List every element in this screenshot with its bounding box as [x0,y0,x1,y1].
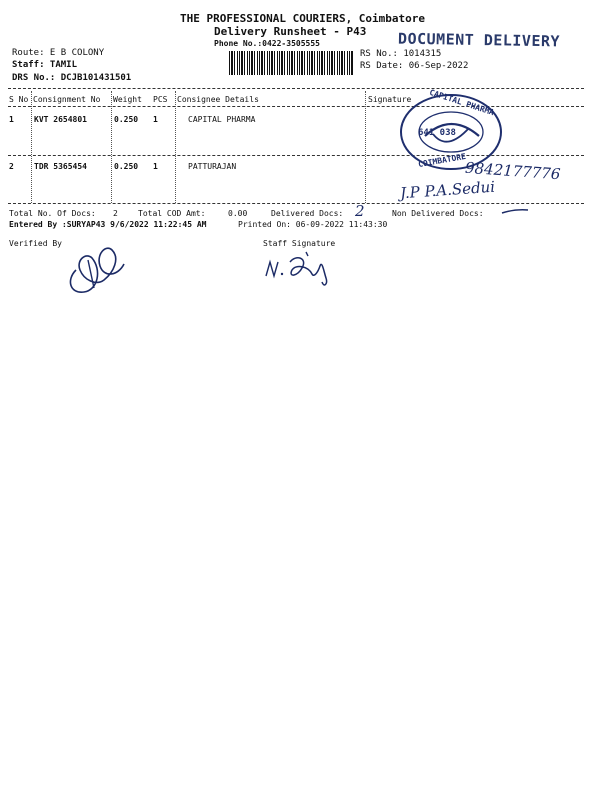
delivered-label: Delivered Docs: [271,209,344,218]
sheet-title: Delivery Runsheet - P43 [214,25,367,38]
col-weight: Weight [113,95,142,104]
row2-pcs: 1 [153,162,158,171]
handwritten-phone: 9842177776 [464,158,561,184]
row2-sno: 2 [9,162,14,171]
verified-signature [62,240,132,298]
row2-consignee: PATTURAJAN [188,162,237,171]
total-docs-label: Total No. Of Docs: [9,209,96,218]
row1-weight: 0.250 [114,115,139,124]
rs-number: RS No.: 1014315 [360,49,442,59]
col-consignment: Consignment No [33,95,101,104]
stamp-bottom-text: COIMBATORE [417,151,467,170]
col-consignee: Consignee Details [177,95,259,104]
table-top-rule [8,88,584,89]
row1-pcs: 1 [153,115,158,124]
staff-signature [262,248,342,290]
col-divider [365,91,366,203]
col-pcs: PCS [153,95,168,104]
col-divider [175,91,176,203]
staff: Staff: TAMIL [12,60,78,70]
non-delivered-label: Non Delivered Docs: [392,209,484,218]
row2-consignment: TDR 5365454 [34,162,87,171]
col-divider [31,91,32,203]
entered-by: Entered By :SURYAP43 9/6/2022 11:22:45 AM [9,220,207,229]
total-cod-value: 0.00 [228,209,248,218]
barcode [229,51,353,75]
rs-date: RS Date: 06-Sep-2022 [360,61,469,71]
company-title: THE PROFESSIONAL COURIERS, Coimbatore [180,12,426,25]
delivered-count-handwritten: 2 [355,202,365,220]
col-divider [111,91,112,203]
staff-signature-label: Staff Signature [263,239,336,248]
col-signature: Signature [368,95,412,104]
phone-number: Phone No.:0422-3505555 [214,39,320,48]
table-bottom-rule [8,203,584,204]
stamp-number: 641 038 [418,128,456,138]
document-delivery-stamp: DOCUMENT DELIVERY [397,29,561,51]
total-cod-label: Total COD Amt: [138,209,206,218]
handwritten-name: J.P P.A.Sedui [399,177,496,203]
drs-number: DRS No.: DCJB101431501 [12,73,132,83]
route: Route: E B COLONY [12,48,105,58]
handwritten-dash [500,206,530,216]
row1-consignment: KVT 2654801 [34,115,87,124]
verified-by-label: Verified By [9,239,62,248]
row1-sno: 1 [9,115,14,124]
stamp-top-text: CAPITAL PHARMA [428,87,496,118]
col-sno: S No [9,95,29,104]
row2-weight: 0.250 [114,162,139,171]
total-docs-value: 2 [113,209,118,218]
row1-consignee: CAPITAL PHARMA [188,115,256,124]
printed-on: Printed On: 06-09-2022 11:43:30 [238,220,388,229]
